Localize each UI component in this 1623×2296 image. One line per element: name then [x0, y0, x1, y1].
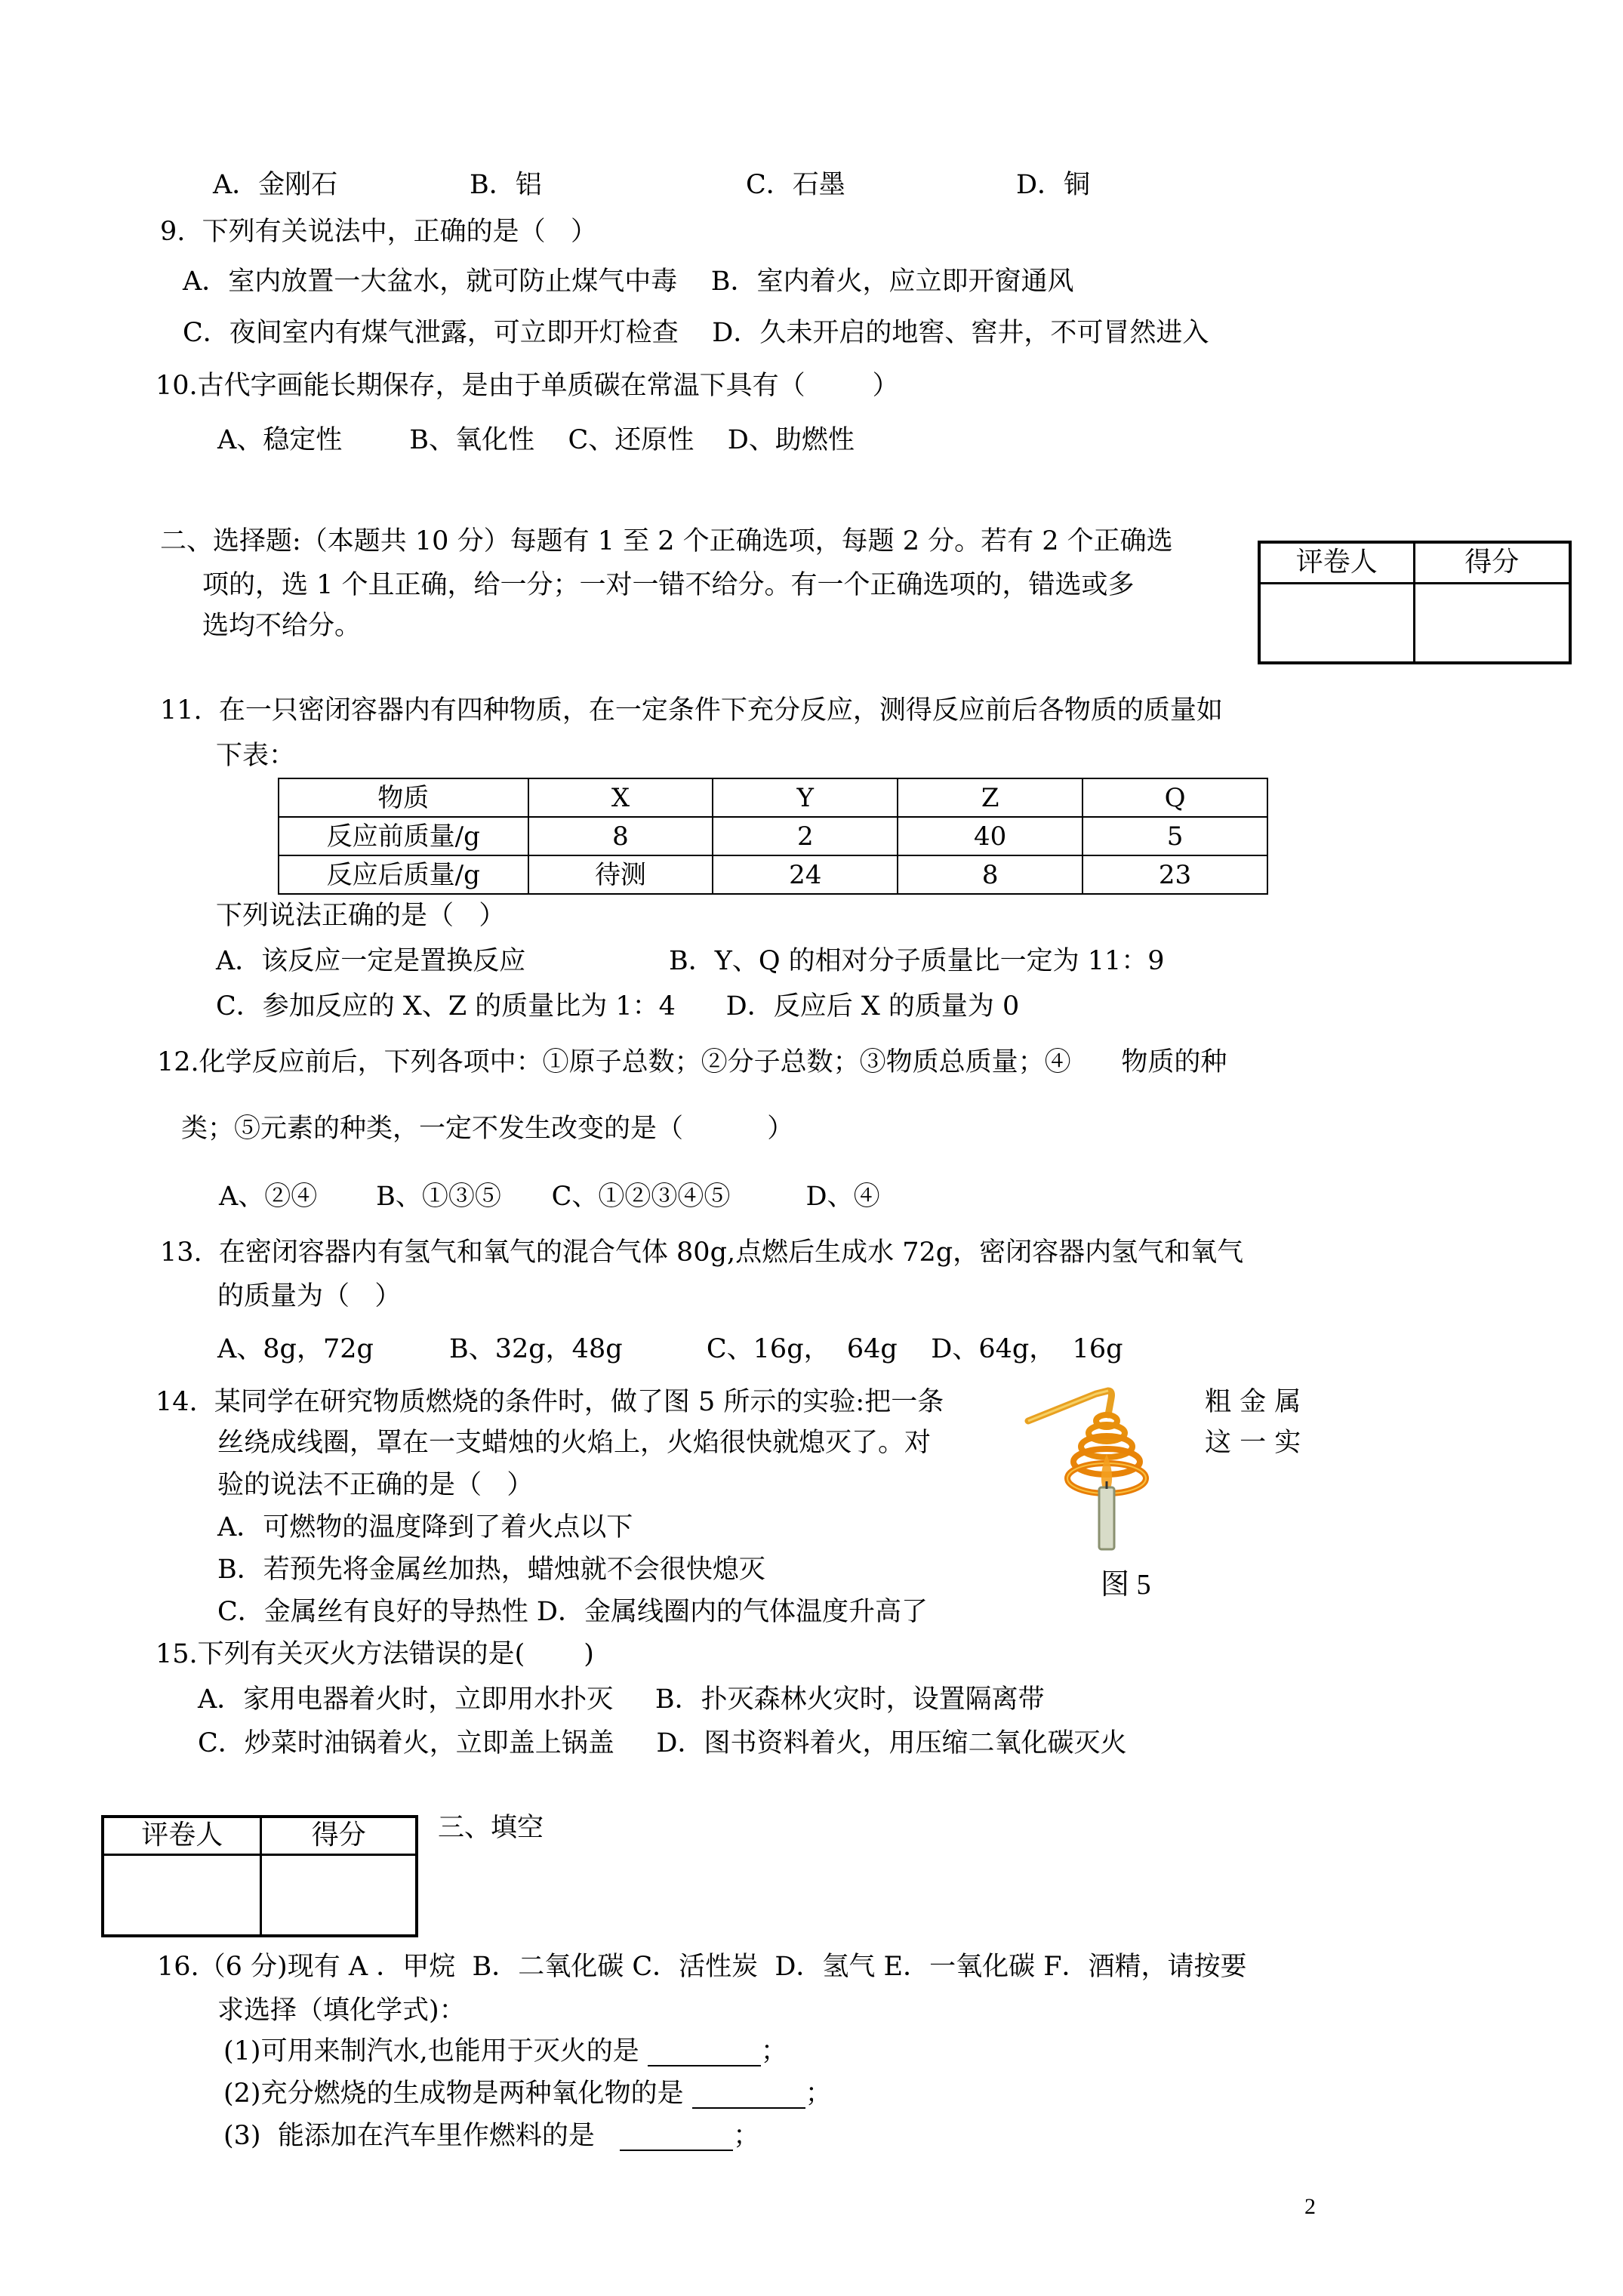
q16-sub2-text: (2)充分燃烧的生成物是两种氧化物的是: [223, 2079, 684, 2109]
q14-option-a: A．可燃物的温度降到了着火点以下: [217, 1512, 633, 1542]
q11-question: 下列说法正确的是（ ）: [216, 901, 506, 931]
grader-reviewer-label: 评卷人: [103, 1817, 261, 1854]
q16-sub2-end: ；: [805, 2079, 832, 2109]
q16-blank-3[interactable]: [620, 2123, 733, 2151]
q11-stem-line1: 11. 在一只密闭容器内有四种物质，在一定条件下充分反应，测得反应前后各物质的质量如: [160, 695, 1223, 726]
page-number: 2: [1304, 2194, 1316, 2219]
q14-option-b: B．若预先将金属丝加热，蜡烛就不会很快熄灭: [217, 1555, 765, 1585]
table-cell: 8: [528, 817, 713, 855]
q9-stem: 9. 下列有关说法中，正确的是（ ）: [160, 217, 598, 247]
q16-blank-1[interactable]: [648, 2039, 761, 2066]
q11-stem-line2: 下表：: [216, 741, 296, 771]
table-cell: 反应后质量/g: [279, 855, 528, 894]
q16-stem-line2: 求选择（填化学式)：: [217, 1996, 466, 2026]
q16-sub1-text: (1)可用来制汽水,也能用于灭火的是: [223, 2036, 639, 2066]
q16-blank-2[interactable]: [692, 2081, 805, 2109]
section3-title: 三、填空: [438, 1813, 544, 1843]
q10-options: A、稳定性 B、氧化性 C、还原性 D、助燃性: [217, 425, 855, 455]
q10-stem: 10.古代字画能长期保存，是由于单质碳在常温下具有（ ）: [156, 371, 899, 401]
q14-stem-line3: 验的说法不正确的是（ ）: [217, 1470, 534, 1500]
q14-stem-line1-right: 粗 金 属: [1205, 1387, 1301, 1417]
grader-reviewer-cell[interactable]: [103, 1854, 261, 1936]
table-cell: 反应前质量/g: [279, 817, 528, 855]
grader-box-bottom: [101, 1815, 418, 1937]
q15-options-line2: C．炒菜时油锅着火，立即盖上锅盖 D．图书资料着火，用压缩二氧化碳灭火: [198, 1728, 1127, 1758]
q13-stem-line2: 的质量为（ ）: [217, 1281, 402, 1311]
q11-data-table: [278, 778, 1268, 895]
table-header-cell: 物质: [279, 778, 528, 817]
q16-sub3: [223, 2123, 759, 2151]
q14-options-cd: C．金属丝有良好的导热性 D．金属线圈内的气体温度升高了: [217, 1597, 928, 1627]
q11-option-b: B．Y、Q 的相对分子质量比一定为 11：9: [669, 946, 1165, 976]
q14-stem-line1: 14. 某同学在研究物质燃烧的条件时，做了图 5 所示的实验:把一条: [156, 1387, 944, 1417]
q8-option-d: D．铜: [1016, 170, 1091, 200]
q12-stem-line1: 12.化学反应前后，下列各项中：①原子总数；②分子总数；③物质总质量；④ 物质的种: [157, 1047, 1227, 1077]
section2-line2: 项的，选 1 个且正确，给一分；一对一错不给分。有一个正确选项的，错选或多: [202, 570, 1135, 600]
table-cell: 24: [713, 855, 898, 894]
table-header-cell: Z: [898, 778, 1083, 817]
table-cell: 23: [1083, 855, 1267, 894]
table-header-cell: Y: [713, 778, 898, 817]
q12-options: A、②④ B、①③⑤ C、①②③④⑤ D、④: [219, 1182, 880, 1212]
q8-option-b: B．铝: [470, 170, 542, 200]
table-header-cell: Q: [1083, 778, 1267, 817]
q9-options-line2: C．夜间室内有煤气泄露，可立即开灯检查 D．久未开启的地窖、窖井，不可冒然进入: [183, 318, 1209, 348]
q16-sub1-end: ；: [760, 2036, 787, 2066]
table-cell: 5: [1083, 817, 1267, 855]
q11-options-cd: C．参加反应的 X、Z 的质量比为 1：4 D．反应后 X 的质量为 0: [216, 991, 1020, 1022]
q15-options-line1: A．家用电器着火时，立即用水扑灭 B．扑灭森林火灾时，设置隔离带: [198, 1684, 1045, 1715]
table-cell: 待测: [528, 855, 713, 894]
grader-score-label: 得分: [261, 1817, 417, 1854]
q16-sub3-text: (3) 能添加在汽车里作燃料的是: [223, 2121, 595, 2151]
grader-reviewer-label: 评卷人: [1259, 542, 1414, 583]
table-row: [279, 778, 1267, 817]
grader-box-top: [1258, 541, 1572, 664]
figure-5-caption: 图 5: [1101, 1569, 1151, 1601]
grader-score-label: 得分: [1414, 542, 1570, 583]
q9-options-line1: A．室内放置一大盆水，就可防止煤气中毒 B．室内着火，应立即开窗通风: [183, 267, 1074, 297]
coil-candle-figure: [1024, 1382, 1190, 1570]
grader-score-cell[interactable]: [1414, 583, 1570, 663]
table-cell: 40: [898, 817, 1083, 855]
q8-option-c: C．石墨: [746, 170, 845, 200]
table-row: [279, 817, 1267, 855]
table-cell: 2: [713, 817, 898, 855]
q14-stem-line2: 丝绕成线圈，罩在一支蜡烛的火焰上，火焰很快就熄灭了。对: [217, 1428, 932, 1458]
q13-stem-line1: 13. 在密闭容器内有氢气和氧气的混合气体 80g,点燃后生成水 72g，密闭容器内氢气和氧气: [160, 1237, 1244, 1268]
grader-reviewer-cell[interactable]: [1259, 583, 1414, 663]
q16-sub1: [223, 2036, 787, 2066]
q11-option-a: A．该反应一定是置换反应: [216, 946, 526, 976]
q15-stem: 15.下列有关灭火方法错误的是( ): [156, 1639, 594, 1669]
q14-stem-line2-right: 这 一 实: [1205, 1428, 1301, 1458]
q12-stem-line2: 类；⑤元素的种类，一定不发生改变的是（ ）: [181, 1114, 794, 1144]
table-row: [279, 855, 1267, 894]
section2-line3: 选均不给分。: [202, 611, 362, 641]
table-cell: 8: [898, 855, 1083, 894]
table-header-cell: X: [528, 778, 713, 817]
q8-option-a: A．金刚石: [213, 170, 338, 200]
section2-line1: 二、选择题:（本题共 10 分）每题有 1 至 2 个正确选项，每题 2 分。若有 2 个正确选: [160, 526, 1173, 556]
q13-options: A、8g，72g B、32g，48g C、16g， 64g D、64g， 16g: [217, 1334, 1123, 1364]
q16-sub3-end: ；: [733, 2121, 760, 2151]
grader-score-cell[interactable]: [261, 1854, 417, 1936]
q16-sub2: [223, 2081, 832, 2109]
q16-stem-line1: 16.（6 分)现有 A ．甲烷 B．二氧化碳 C．活性炭 D．氢气 E．一氧化碳 F．酒精，请按要: [157, 1952, 1247, 1982]
